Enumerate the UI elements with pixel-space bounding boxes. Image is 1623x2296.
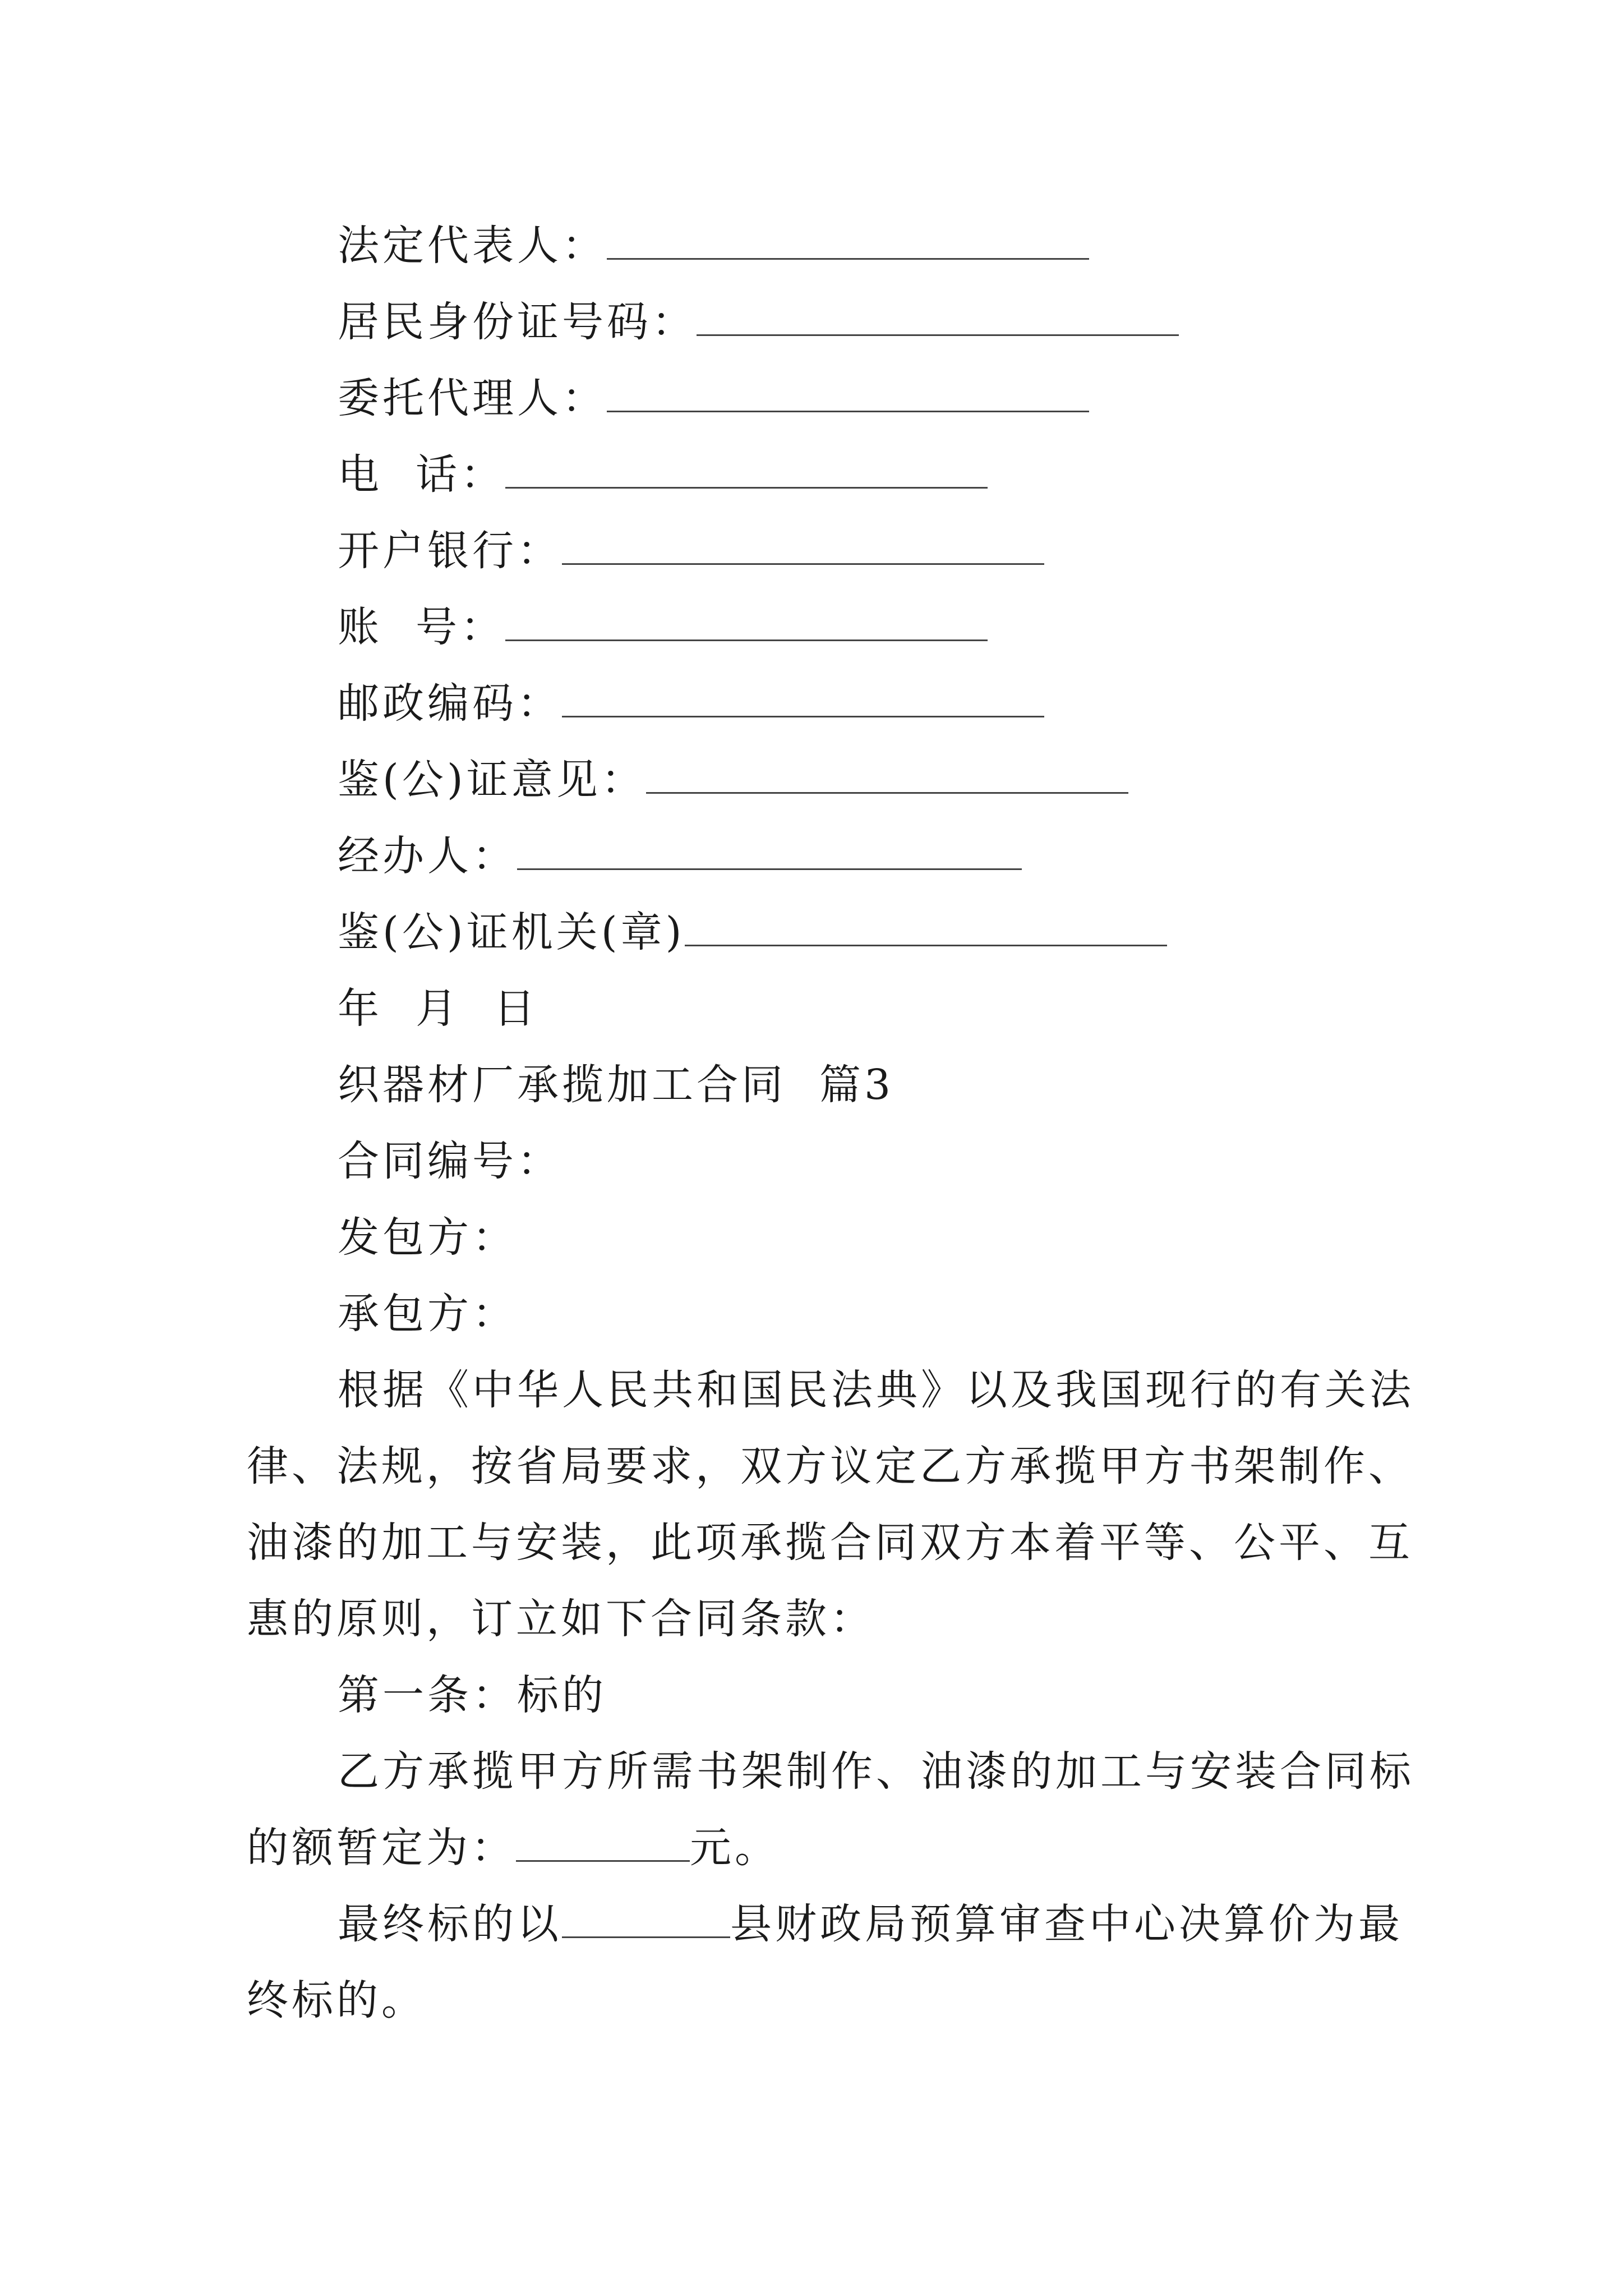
contract-amount-blank[interactable] bbox=[516, 1821, 690, 1862]
preamble-line-2: 律、法规，按省局要求，双方议定乙方承揽甲方书架制作、 bbox=[247, 1442, 1413, 1490]
id-number-label: 居民身份证号码： bbox=[338, 298, 697, 346]
phone-label: 电 话： bbox=[338, 450, 506, 499]
notary-opinion-field bbox=[338, 753, 1128, 807]
legal-rep-label: 法定代表人： bbox=[338, 222, 607, 270]
bank-label: 开户银行： bbox=[338, 527, 562, 575]
legal-rep-blank[interactable] bbox=[607, 219, 1089, 260]
notary-office-label: 鉴(公)证机关(章) bbox=[338, 908, 685, 956]
currency-unit: 元。 bbox=[690, 1824, 780, 1872]
agent-field bbox=[338, 371, 1089, 425]
county-name-blank[interactable] bbox=[562, 1897, 730, 1938]
article-1-p1-line-1: 乙方承揽甲方所需书架制作、油漆的加工与安装合同标 bbox=[338, 1747, 1414, 1796]
contract-number-label: 合同编号： bbox=[338, 1137, 562, 1185]
preamble-line-4: 惠的原则，订立如下合同条款： bbox=[247, 1595, 875, 1643]
account-field bbox=[338, 600, 988, 654]
article-1-p2-line-1 bbox=[338, 1897, 1403, 1951]
account-blank[interactable] bbox=[505, 600, 988, 641]
article-1-title: 第一条：标的 bbox=[338, 1671, 607, 1719]
handler-label: 经办人： bbox=[338, 832, 517, 880]
section-title: 织器材厂承揽加工合同 篇3 bbox=[338, 1061, 895, 1109]
phone-blank[interactable] bbox=[505, 448, 988, 489]
notary-opinion-blank[interactable] bbox=[646, 753, 1128, 794]
agent-label: 委托代理人： bbox=[338, 374, 607, 422]
article-1-p2-line-2: 终标的。 bbox=[247, 1976, 426, 2024]
postcode-label: 邮政编码： bbox=[338, 679, 562, 728]
date-line: 年 月 日 bbox=[338, 984, 539, 1033]
party-b-label: 承包方： bbox=[338, 1290, 517, 1338]
contract-amount-label: 的额暂定为： bbox=[247, 1824, 516, 1872]
final-amount-prefix: 最终标的以 bbox=[338, 1900, 562, 1948]
article-1-p1-line-2 bbox=[247, 1821, 780, 1875]
account-label: 账 号： bbox=[338, 603, 506, 651]
agent-blank[interactable] bbox=[607, 371, 1089, 412]
notary-office-blank[interactable] bbox=[685, 905, 1167, 946]
party-a-label: 发包方： bbox=[338, 1213, 517, 1262]
notary-office-field bbox=[338, 905, 1167, 959]
legal-rep-field bbox=[338, 219, 1089, 273]
notary-opinion-label: 鉴(公)证意见： bbox=[338, 756, 646, 804]
handler-blank[interactable] bbox=[517, 829, 1022, 870]
postcode-field bbox=[338, 677, 1044, 730]
preamble-line-1: 根据《中华人民共和国民法典》以及我国现行的有关法 bbox=[338, 1366, 1414, 1414]
id-number-blank[interactable] bbox=[697, 295, 1179, 336]
final-amount-suffix: 县财政局预算审查中心决算价为最 bbox=[730, 1900, 1403, 1948]
handler-field bbox=[338, 829, 1022, 883]
phone-field bbox=[338, 448, 988, 501]
bank-field bbox=[338, 524, 1044, 578]
bank-blank[interactable] bbox=[562, 524, 1044, 565]
postcode-blank[interactable] bbox=[562, 677, 1044, 717]
id-number-field bbox=[338, 295, 1179, 349]
preamble-line-3: 油漆的加工与安装，此项承揽合同双方本着平等、公平、互 bbox=[247, 1519, 1413, 1567]
